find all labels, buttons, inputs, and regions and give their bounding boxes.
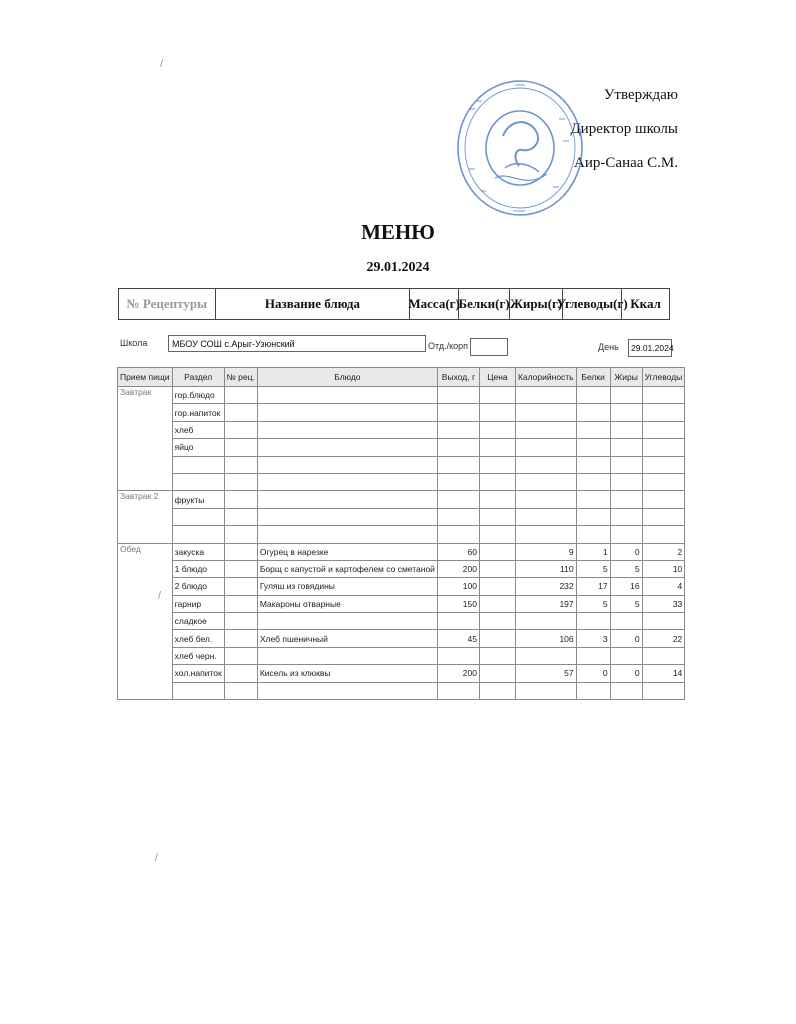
school-name-field: МБОУ СОШ с.Арыг-Узюнский: [168, 335, 426, 352]
cell-fat: 16: [610, 578, 642, 595]
cell-recipe: [224, 526, 257, 543]
cell-fat: [610, 526, 642, 543]
cell-out: 100: [437, 578, 479, 595]
cell-dish: [257, 387, 437, 404]
table-row: [118, 387, 685, 404]
cell-dish: [257, 526, 437, 543]
cell-price: [479, 595, 515, 612]
cell-recipe: [224, 404, 257, 421]
cell-section: хлеб: [172, 421, 224, 438]
cell-kcal: [515, 439, 576, 456]
cell-out: 150: [437, 595, 479, 612]
scan-mark: /: [158, 590, 162, 602]
table-row: [118, 491, 685, 508]
cell-carb: [642, 647, 685, 664]
scan-mark: /: [160, 58, 164, 70]
cell-out: [437, 456, 479, 473]
cell-recipe: [224, 456, 257, 473]
table-row: [118, 404, 685, 421]
cell-section: хлеб бел.: [172, 630, 224, 647]
cell-dish: [257, 439, 437, 456]
cell-prot: 3: [576, 630, 610, 647]
cell-carb: [642, 439, 685, 456]
cell-section: гарнир: [172, 595, 224, 612]
column-header: Прием пищи: [118, 368, 173, 387]
menu-table: [117, 367, 685, 700]
cell-dish: Огурец в нарезке: [257, 543, 437, 560]
cell-dish: [257, 682, 437, 699]
header-proteins: Белки(г): [459, 289, 510, 319]
cell-recipe: [224, 560, 257, 577]
cell-prot: [576, 473, 610, 490]
table-row: [118, 630, 685, 647]
cell-carb: [642, 508, 685, 525]
table-row: [118, 665, 685, 682]
cell-section: [172, 456, 224, 473]
school-seal-stamp: [455, 78, 585, 218]
cell-out: [437, 404, 479, 421]
cell-prot: [576, 613, 610, 630]
cell-out: [437, 473, 479, 490]
cell-price: [479, 387, 515, 404]
cell-section: 1 блюдо: [172, 560, 224, 577]
cell-section: [172, 682, 224, 699]
cell-recipe: [224, 595, 257, 612]
cell-prot: [576, 456, 610, 473]
cell-carb: 4: [642, 578, 685, 595]
column-header: Цена: [479, 368, 515, 387]
cell-section: закуска: [172, 543, 224, 560]
cell-kcal: [515, 387, 576, 404]
column-header: Раздел: [172, 368, 224, 387]
cell-dish: [257, 508, 437, 525]
cell-section: фрукты: [172, 491, 224, 508]
cell-fat: 0: [610, 630, 642, 647]
cell-kcal: [515, 473, 576, 490]
cell-carb: [642, 613, 685, 630]
cell-recipe: [224, 578, 257, 595]
cell-kcal: [515, 491, 576, 508]
cell-carb: [642, 526, 685, 543]
cell-recipe: [224, 473, 257, 490]
table-row: [118, 578, 685, 595]
cell-recipe: [224, 491, 257, 508]
cell-kcal: [515, 613, 576, 630]
cell-carb: 2: [642, 543, 685, 560]
cell-out: [437, 526, 479, 543]
cell-fat: [610, 456, 642, 473]
approval-line-1: Утверждаю: [603, 87, 678, 103]
header-mass: Масса(г): [410, 289, 459, 319]
cell-kcal: [515, 421, 576, 438]
day-label: День: [598, 342, 619, 352]
cell-fat: [610, 421, 642, 438]
cell-out: [437, 387, 479, 404]
cell-dish: Кисель из клюквы: [257, 665, 437, 682]
cell-fat: [610, 682, 642, 699]
cell-prot: 0: [576, 665, 610, 682]
table-row: [118, 613, 685, 630]
cell-fat: [610, 647, 642, 664]
cell-prot: [576, 421, 610, 438]
cell-dish: [257, 491, 437, 508]
cell-recipe: [224, 421, 257, 438]
meal-name: Завтрак: [118, 387, 173, 491]
column-header: Жиры: [610, 368, 642, 387]
scan-mark: /: [155, 852, 159, 864]
cell-kcal: [515, 456, 576, 473]
cell-price: [479, 456, 515, 473]
dept-label: Отд./корп: [428, 341, 468, 351]
cell-dish: [257, 613, 437, 630]
cell-dish: [257, 456, 437, 473]
cell-prot: 5: [576, 595, 610, 612]
cell-price: [479, 473, 515, 490]
cell-recipe: [224, 682, 257, 699]
menu-header-bar: [118, 288, 670, 320]
cell-section: гор.блюдо: [172, 387, 224, 404]
cell-carb: 33: [642, 595, 685, 612]
cell-prot: [576, 491, 610, 508]
cell-kcal: [515, 404, 576, 421]
header-recipe-no: № Рецептуры: [119, 289, 216, 319]
header-dish-name: Название блюда: [216, 289, 410, 319]
table-row: [118, 526, 685, 543]
cell-prot: [576, 647, 610, 664]
cell-carb: [642, 491, 685, 508]
cell-recipe: [224, 647, 257, 664]
cell-prot: [576, 404, 610, 421]
cell-recipe: [224, 665, 257, 682]
cell-out: 45: [437, 630, 479, 647]
cell-carb: 10: [642, 560, 685, 577]
cell-section: гор.напиток: [172, 404, 224, 421]
table-row: [118, 647, 685, 664]
cell-prot: [576, 526, 610, 543]
cell-dish: [257, 647, 437, 664]
cell-kcal: 197: [515, 595, 576, 612]
column-header: Белки: [576, 368, 610, 387]
cell-dish: Хлеб пшеничный: [257, 630, 437, 647]
table-header-row: [118, 368, 685, 387]
cell-carb: [642, 421, 685, 438]
cell-section: 2 блюдо: [172, 578, 224, 595]
cell-fat: 5: [610, 560, 642, 577]
cell-price: [479, 404, 515, 421]
header-fats: Жиры(г): [510, 289, 563, 319]
cell-price: [479, 630, 515, 647]
cell-out: [437, 508, 479, 525]
cell-section: [172, 526, 224, 543]
table-row: [118, 439, 685, 456]
cell-kcal: 9: [515, 543, 576, 560]
cell-recipe: [224, 543, 257, 560]
cell-kcal: 232: [515, 578, 576, 595]
approval-line-2: Директор школы: [570, 121, 678, 137]
cell-section: [172, 508, 224, 525]
cell-section: сладкое: [172, 613, 224, 630]
cell-prot: 17: [576, 578, 610, 595]
meal-name: Завтрак 2: [118, 491, 173, 543]
cell-dish: Макароны отварные: [257, 595, 437, 612]
cell-price: [479, 526, 515, 543]
cell-prot: 1: [576, 543, 610, 560]
cell-out: 200: [437, 560, 479, 577]
cell-carb: [642, 682, 685, 699]
cell-price: [479, 578, 515, 595]
cell-out: [437, 647, 479, 664]
cell-kcal: [515, 647, 576, 664]
table-row: [118, 456, 685, 473]
meal-name: Обед: [118, 543, 173, 700]
cell-recipe: [224, 387, 257, 404]
cell-kcal: [515, 526, 576, 543]
cell-price: [479, 491, 515, 508]
cell-out: [437, 439, 479, 456]
cell-kcal: 57: [515, 665, 576, 682]
column-header: № рец.: [224, 368, 257, 387]
table-row: [118, 543, 685, 560]
cell-price: [479, 421, 515, 438]
cell-recipe: [224, 630, 257, 647]
menu-date: 29.01.2024: [366, 260, 430, 275]
cell-fat: [610, 473, 642, 490]
cell-carb: [642, 456, 685, 473]
cell-fat: [610, 439, 642, 456]
cell-recipe: [224, 613, 257, 630]
cell-price: [479, 439, 515, 456]
cell-section: хлеб черн.: [172, 647, 224, 664]
cell-out: 200: [437, 665, 479, 682]
cell-section: [172, 473, 224, 490]
cell-recipe: [224, 508, 257, 525]
cell-fat: [610, 613, 642, 630]
cell-price: [479, 647, 515, 664]
page-title: МЕНЮ: [361, 220, 435, 244]
cell-recipe: [224, 439, 257, 456]
cell-fat: [610, 508, 642, 525]
header-kcal: Ккал: [630, 296, 661, 311]
column-header: Выход, г: [437, 368, 479, 387]
cell-price: [479, 613, 515, 630]
header-carbs: Углеводы(г): [563, 289, 622, 319]
cell-carb: [642, 473, 685, 490]
cell-dish: Борщ с капустой и картофелем со сметаной: [257, 560, 437, 577]
school-label: Школа: [120, 338, 148, 348]
cell-kcal: 110: [515, 560, 576, 577]
cell-price: [479, 508, 515, 525]
table-row: [118, 421, 685, 438]
cell-carb: [642, 404, 685, 421]
cell-prot: [576, 508, 610, 525]
cell-price: [479, 543, 515, 560]
dept-field: [470, 338, 508, 356]
cell-fat: [610, 387, 642, 404]
cell-section: яйцо: [172, 439, 224, 456]
cell-price: [479, 665, 515, 682]
cell-section: хол.напиток: [172, 665, 224, 682]
cell-prot: [576, 387, 610, 404]
cell-dish: [257, 421, 437, 438]
column-header: Углеводы: [642, 368, 685, 387]
cell-price: [479, 682, 515, 699]
cell-fat: [610, 491, 642, 508]
cell-out: [437, 613, 479, 630]
cell-kcal: [515, 682, 576, 699]
cell-prot: [576, 439, 610, 456]
cell-out: [437, 421, 479, 438]
column-header: Калорийность: [515, 368, 576, 387]
cell-kcal: [515, 508, 576, 525]
day-field: 29.01.2024: [628, 339, 672, 357]
cell-carb: 22: [642, 630, 685, 647]
cell-prot: [576, 682, 610, 699]
cell-prot: 5: [576, 560, 610, 577]
cell-fat: 5: [610, 595, 642, 612]
cell-fat: [610, 404, 642, 421]
cell-out: 60: [437, 543, 479, 560]
cell-dish: [257, 473, 437, 490]
table-row: [118, 508, 685, 525]
cell-dish: [257, 404, 437, 421]
table-row: [118, 682, 685, 699]
cell-out: [437, 491, 479, 508]
cell-kcal: 106: [515, 630, 576, 647]
cell-price: [479, 560, 515, 577]
cell-fat: 0: [610, 543, 642, 560]
cell-carb: [642, 387, 685, 404]
table-row: [118, 473, 685, 490]
cell-fat: 0: [610, 665, 642, 682]
table-row: [118, 595, 685, 612]
cell-dish: Гуляш из говядины: [257, 578, 437, 595]
approval-line-3: Аир-Санаа С.М.: [574, 155, 678, 171]
cell-out: [437, 682, 479, 699]
cell-carb: 14: [642, 665, 685, 682]
column-header: Блюдо: [257, 368, 437, 387]
table-row: [118, 560, 685, 577]
